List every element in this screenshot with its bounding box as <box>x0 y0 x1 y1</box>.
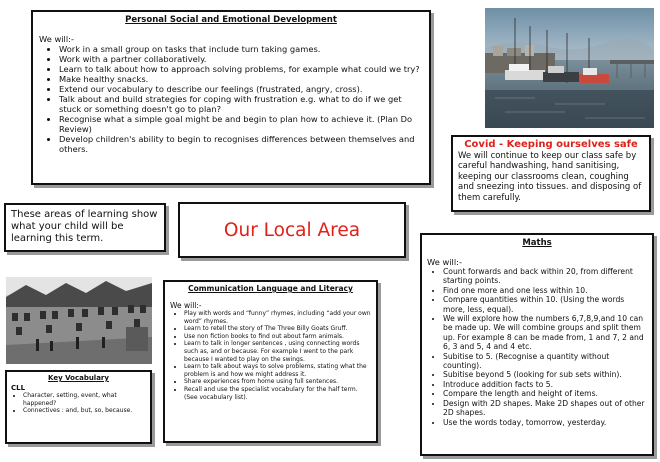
list-item: • Use non fiction books to find out about farm animals. <box>184 333 371 341</box>
list-item: • Subitise to 5. (Recognise a quantity without counting). <box>443 352 647 371</box>
list-item: • Connectives : and, but, so, because. <box>23 407 146 415</box>
covid-panel <box>451 135 651 212</box>
maths-panel <box>420 233 654 456</box>
list-item: • Compare the length and height of items. <box>443 389 647 398</box>
street-photo <box>6 277 152 364</box>
harbour-photo <box>485 8 654 128</box>
key-vocabulary-heading: Key Vocabulary <box>48 374 109 382</box>
list-item: • Compare quantities within 10. (Using the words more, less, equal). <box>443 295 647 314</box>
communication-heading: Communication Language and Literacy <box>188 284 353 293</box>
covid-heading: Covid - Keeping ourselves safe <box>464 139 638 150</box>
maths-heading: Maths <box>522 238 552 248</box>
list-item: • Learn to talk in longer sentences , using connecting words such as, and or because. For example I went to the park because I wanted to play on the swings. <box>184 340 371 363</box>
list-item: • Use the words today, tomorrow, yesterday. <box>443 418 647 427</box>
pse-panel <box>31 10 431 185</box>
pse-intro: We will:- <box>39 34 74 44</box>
list-item: • Design with 2D shapes. Make 2D shapes out of other 2D shapes. <box>443 399 647 418</box>
list-item: • Learn to talk about ways to solve problems, stating what the problem is and how we might address it. <box>184 363 371 378</box>
communication-list <box>170 310 371 401</box>
list-item: • Share experiences from home using full sentences. <box>184 378 371 386</box>
list-item: • Learn to talk about how to approach solving problems, for example what could we try? <box>59 64 423 74</box>
pse-list <box>39 44 423 154</box>
list-item: • Recognise what a simple goal might be and begin to plan how to achieve it. (Plan Do Review) <box>59 114 423 134</box>
page-title: Our Local Area <box>223 219 361 241</box>
list-item: • Learn to retell the story of The Three Billy Goats Gruff. <box>184 325 371 333</box>
communication-panel <box>163 280 378 443</box>
list-item: • Play with words and “funny” rhymes, including “add your own word” rhymes. <box>184 310 371 325</box>
list-item: • Make healthy snacks. <box>59 74 423 84</box>
list-item: • Work in a small group on tasks that include turn taking games. <box>59 44 423 54</box>
list-item: • Find one more and one less within 10. <box>443 286 647 295</box>
areas-text: These areas of learning show what your child will be learning this term. <box>11 209 158 244</box>
maths-intro: We will:- <box>427 257 462 267</box>
communication-intro: We will:- <box>170 301 202 310</box>
areas-note <box>4 203 166 252</box>
list-item: • Introduce addition facts to 5. <box>443 380 647 389</box>
list-item: • Character, setting, event, what happened? <box>23 392 146 407</box>
cll-label: CLL <box>11 384 26 392</box>
list-item: • Develop children's ability to begin to recognises differences between themselves and others. <box>59 134 423 154</box>
list-item: • We will explore how the numbers 6,7,8,9,and 10 can be made up. We will combine groups and split them up. For example 8 can be made from, 1 and 7, 2 and 6, 3 and 5, 4 and 4 etc. <box>443 314 647 352</box>
list-item: • Talk about and build strategies for coping with frustration e.g. what to do if we get stuck or something doesn't go to plan? <box>59 94 423 114</box>
maths-list <box>427 267 647 427</box>
covid-text: We will continue to keep our class safe by careful handwashing, hand sanitising, keeping our classrooms clean, coughing and sneezing into tissues. and disposing of them carefully. <box>458 151 642 203</box>
pse-heading: Personal Social and Emotional Development <box>125 15 337 25</box>
list-item: • Extend our vocabulary to describe our feelings (frustrated, angry, cross). <box>59 84 423 94</box>
list-item: • Work with a partner collaboratively. <box>59 54 423 64</box>
key-vocabulary-panel <box>5 370 152 444</box>
list-item: • Subitise beyond 5 (looking for sub sets within). <box>443 370 647 379</box>
page-title-box <box>178 202 406 258</box>
list-item: • Count forwards and back within 20, from different starting points. <box>443 267 647 286</box>
vocabulary-list <box>11 392 146 415</box>
list-item: • Recall and use the specialist vocabulary for the half term. (See vocabulary list). <box>184 386 371 401</box>
